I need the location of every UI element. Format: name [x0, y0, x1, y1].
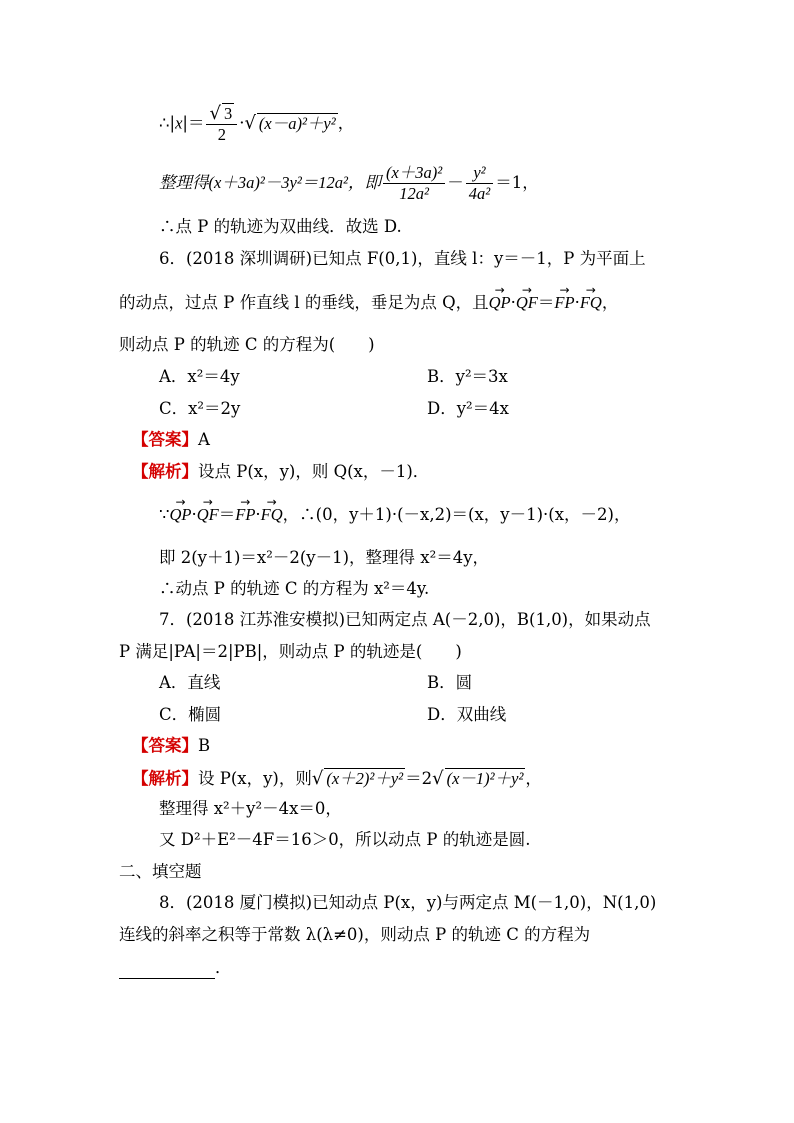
question-7-solution-1: 【解析】设 P(x，y)，则√ (x＋2)²＋y² ＝2√ (x－1)²＋y² ， [132, 768, 542, 789]
question-8-line-3: ． [119, 957, 232, 979]
solution-line-1: ∴|x|＝ $\frac{√ 3}{2}$ ·√ (x－a)²＋y² ， [159, 103, 355, 144]
solution-label: 【解析】 [132, 462, 198, 481]
question-7-option-a: A．直线 [159, 673, 221, 692]
vector-QP: → QP [489, 292, 511, 314]
fraction-1: $\frac{\text{(x＋3a)²}}{\text{12a²}}$ [383, 163, 445, 204]
question-7-solution-3: 又 D²＋E²－4F＝16＞0，所以动点 P 的轨迹是圆. [159, 830, 531, 849]
solution-line-2: 整理得(x＋3a)²－3y²＝12a²，即 $\frac{\text{(x＋3a)²}}{\text{12a²}}$ － $\frac{\text{y²}}{\text{4a²}}$ ＝1， [159, 163, 539, 203]
question-6-option-a: A．x²＝4y [159, 367, 240, 386]
fraction-sqrt3-over-2: $\frac{√ 3}{2}$ [206, 103, 237, 145]
question-6-solution-2: ∵→ QP·→ QF＝→ FP·→ FQ，∴(0，y＋1)·(－x,2)＝(x，y－1)·(x，－2)， [159, 504, 630, 526]
question-6-solution-4: ∴动点 P 的轨迹 C 的方程为 x²＝4y. [159, 579, 430, 598]
question-8-line-2: 连线的斜率之积等于常数 λ(λ≠0)，则动点 P 的轨迹 C 的方程为 [119, 925, 591, 944]
vector-FQ: → FQ [580, 292, 602, 314]
question-6-line-2: 的动点，过点 P 作直线 l 的垂线，垂足为点 Q，且→ QP·→ QF＝→ FP·→ FQ， [119, 292, 618, 314]
answer-label: 【答案】 [132, 430, 198, 449]
question-7-line-1: 7．(2018 江苏淮安模拟)已知两定点 A(－2,0)，B(1,0)，如果动点 [159, 610, 651, 629]
question-6-option-c: C．x²＝2y [159, 399, 241, 418]
question-8-line-1: 8．(2018 厦门模拟)已知动点 P(x，y)与两定点 M(－1,0)，N(1,0) [159, 893, 657, 912]
answer-blank [119, 964, 215, 979]
question-7-option-b: B．圆 [427, 673, 473, 692]
question-6-option-b: B．y²＝3x [427, 367, 508, 386]
question-7-answer: 【答案】B [132, 736, 211, 755]
solution-label: 【解析】 [132, 769, 198, 788]
question-6-option-d: D．y²＝4x [427, 399, 509, 418]
section-heading: 二、填空题 [119, 862, 202, 881]
fraction-2: $\frac{\text{y²}}{\text{4a²}}$ [466, 163, 493, 204]
vector-QF: → QF [516, 292, 538, 314]
question-6-line-3: 则动点 P 的轨迹 C 的方程为( ) [119, 335, 375, 354]
question-6-answer: 【答案】A [132, 430, 210, 449]
vector-FP: → FP [554, 292, 574, 314]
question-7-solution-2: 整理得 x²＋y²－4x＝0， [159, 799, 342, 818]
answer-label: 【答案】 [132, 736, 198, 755]
question-7-option-d: D．双曲线 [427, 705, 507, 724]
question-7-line-2: P 满足|PA|＝2|PB|，则动点 P 的轨迹是( ) [119, 642, 462, 661]
solution-line-3: ∴点 P 的轨迹为双曲线．故选 D. [159, 217, 402, 236]
question-7-option-c: C．椭圆 [159, 705, 222, 724]
question-6-solution-1: 【解析】设点 P(x，y)，则 Q(x，－1)． [132, 462, 430, 481]
question-6-solution-3: 即 2(y＋1)＝x²－2(y－1)，整理得 x²＝4y， [159, 548, 490, 567]
question-6-line-1: 6．(2018 深圳调研)已知点 F(0,1)，直线 l：y＝－1，P 为平面上 [159, 249, 646, 268]
